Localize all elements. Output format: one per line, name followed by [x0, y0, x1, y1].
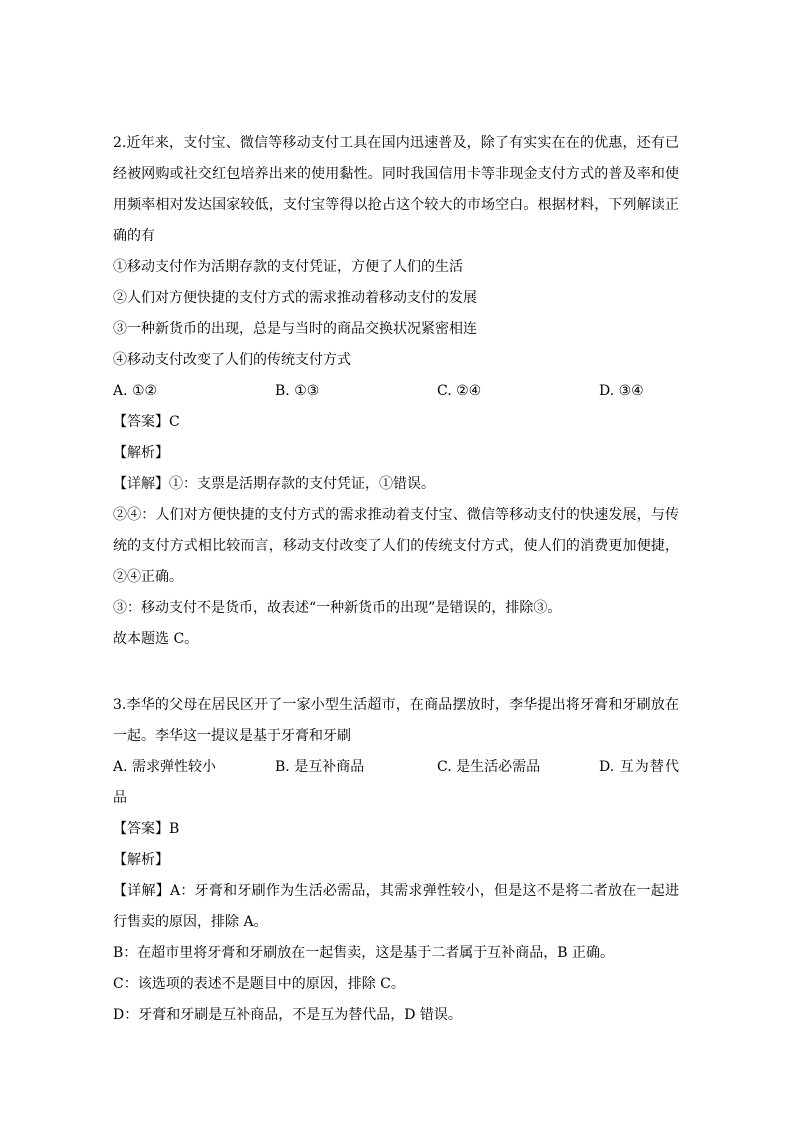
option-d: D. ③④ — [599, 383, 644, 399]
question-2 — [113, 128, 679, 655]
option-c: C. 是生活必需品 — [437, 759, 541, 775]
statement-1: ①移动支付作为活期存款的支付凭证，方便了人们的生活 — [113, 259, 463, 275]
answer: 【答案】C — [113, 414, 180, 430]
question-3-options — [113, 752, 679, 814]
option-b: B. 是互补商品 — [275, 759, 365, 775]
statement-4: ④移动支付改变了人们的传统支付方式 — [113, 352, 351, 368]
detail-2: B：在超市里将牙膏和牙刷放在一起售卖，这是基于二者属于互补商品，B 正确。 — [113, 945, 615, 961]
question-2-stem: 2.近年来，支付宝、微信等移动支付工具在国内迅速普及，除了有实实在在的优惠，还有已经被网购或社交红包培养出来的使用黏性。同时我国信用卡等非现金支付方式的普及率和使用频率相对发达国家较低，支付宝等得以抢占这个较大的市场空白。根据材料，下列解读正确的有 — [113, 135, 679, 244]
question-3-stem: 3.李华的父母在居民区开了一家小型生活超市，在商品摆放时，李华提出将牙膏和牙刷放在一起。李华这一提议是基于牙膏和牙刷 — [113, 697, 679, 744]
option-d: D. 互为替代品 — [113, 759, 679, 806]
option-a: A. 需求弹性较小 — [113, 759, 217, 775]
statement-3: ③一种新货币的出现，总是与当时的商品交换状况紧密相连 — [113, 321, 477, 337]
answer: 【答案】B — [113, 821, 180, 837]
detail-3: ③：移动支付不是货币，故表述“一种新货币的出现”是错误的，排除③。 — [113, 600, 562, 616]
detail-4: D：牙膏和牙刷是互补商品，不是互为替代品，D 错误。 — [113, 1007, 462, 1023]
detail-3: C：该选项的表述不是题目中的原因，排除 C。 — [113, 976, 405, 992]
detail-2: ②④：人们对方便快捷的支付方式的需求推动着支付宝、微信等移动支付的快速发展，与传统的支付方式相比较而言，移动支付改变了人们的传统支付方式，使人们的消费更加便捷，②④正确。 — [113, 507, 679, 585]
question-3 — [113, 690, 679, 1031]
analysis-label: 【解析】 — [113, 852, 169, 868]
statement-2: ②人们对方便快捷的支付方式的需求推动着移动支付的发展 — [113, 290, 477, 306]
option-c: C. ②④ — [437, 383, 482, 399]
detail-1: 【详解】A：牙膏和牙刷作为生活必需品，其需求弹性较小，但是这不是将二者放在一起进行售卖的原因，排除 A。 — [113, 883, 679, 930]
detail-4: 故本题选 C。 — [113, 631, 199, 647]
option-b: B. ①③ — [275, 383, 320, 399]
analysis-label: 【解析】 — [113, 445, 169, 461]
option-a: A. ①② — [113, 383, 158, 399]
detail-1: 【详解】①：支票是活期存款的支付凭证，①错误。 — [113, 476, 435, 492]
question-2-options — [113, 376, 679, 407]
